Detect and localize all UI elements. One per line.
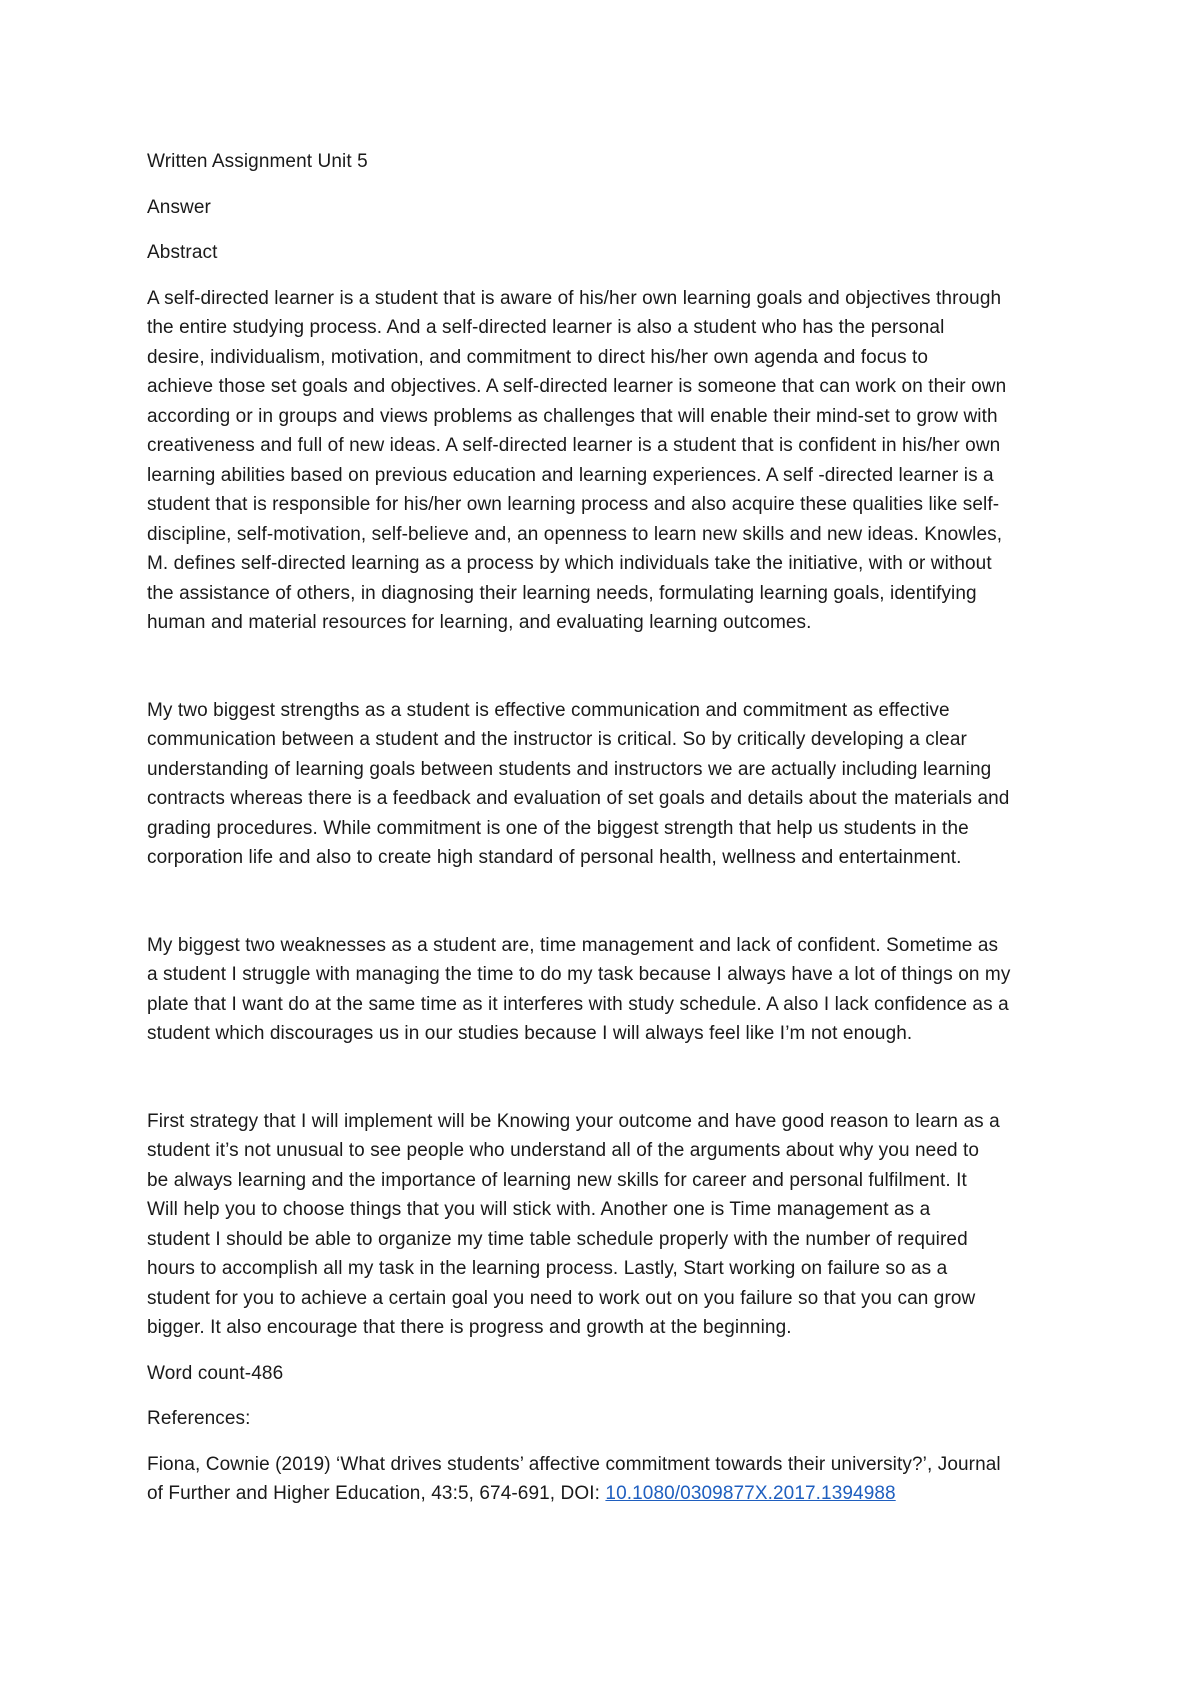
paragraph-line: Will help you to choose things that you will stick with. Another one is Time management as a: [147, 1199, 931, 1220]
paragraph-line: be always learning and the importance of learning new skills for career and personal fulfilment. It: [147, 1169, 967, 1191]
paragraph-line: corporation life and also to create high standard of personal health, wellness and entertainment.: [147, 847, 962, 868]
paragraph-strengths: [147, 696, 1067, 873]
paragraph-line: according or in groups and views problems as challenges that will enable their mind-set to grow with: [147, 405, 998, 427]
paragraph-line: a student I struggle with managing the time to do my task because I always have a lot of things on my: [147, 964, 1011, 985]
paragraph-line: grading procedures. While commitment is one of the biggest strength that help us students in the: [147, 817, 969, 839]
paragraph-line: student I should be able to organize my time table schedule properly with the number of required: [147, 1228, 968, 1250]
paragraph-line: bigger. It also encourage that there is progress and growth at the beginning.: [147, 1317, 792, 1338]
paragraph-self-directed-learner: [147, 284, 1067, 638]
paragraph-line: student which discourages us in our studies because I will always feel like I’m not enough.: [147, 1023, 913, 1044]
paragraph-line: student it’s not unusual to see people who understand all of the arguments about why you need to: [147, 1140, 980, 1161]
reference-line: Fiona, Cownie (2019) ‘What drives students’ affective commitment towards their university?’, Journal: [147, 1453, 1001, 1475]
paragraph-line: human and material resources for learning, and evaluating learning outcomes.: [147, 612, 812, 633]
paragraph-line: creativeness and full of new ideas. A self-directed learner is a student that is confident in his/her own: [147, 435, 1001, 456]
paragraph-line: understanding of learning goals between students and instructors we are actually including learning: [147, 758, 992, 780]
paragraph-line: My two biggest strengths as a student is effective communication and commitment as effective: [147, 699, 950, 721]
word-count: Word count-486: [147, 1362, 284, 1384]
document-title: Written Assignment Unit 5: [147, 151, 368, 172]
paragraph-line: hours to accomplish all my task in the learning process. Lastly, Start working on failure so as a: [147, 1258, 948, 1279]
reference-line-prefix: of Further and Higher Education, 43:5, 674-691, DOI:: [147, 1483, 606, 1504]
paragraph-line: communication between a student and the instructor is critical. So by critically developing a clear: [147, 729, 967, 750]
paragraph-line: First strategy that I will implement will be Knowing your outcome and have good reason to learn as a: [147, 1110, 1000, 1132]
abstract-label: Abstract: [147, 242, 218, 263]
paragraph-line: student for you to achieve a certain goal you need to work out on you failure so that you can grow: [147, 1287, 976, 1309]
paragraph-line: contracts whereas there is a feedback and evaluation of set goals and details about the materials and: [147, 788, 1010, 809]
paragraph-line: the assistance of others, in diagnosing their learning needs, formulating learning goals, identifying: [147, 582, 977, 604]
paragraph-line: M. defines self-directed learning as a process by which individuals take the initiative, with or without: [147, 553, 992, 574]
paragraph-line: plate that I want do at the same time as it interferes with study schedule. A also I lack confidence as a: [147, 993, 1009, 1015]
reference-entry: [147, 1450, 1067, 1509]
paragraph-line: the entire studying process. And a self-directed learner is also a student who has the personal: [147, 317, 945, 338]
paragraph-strategies: [147, 1107, 1067, 1343]
document-page: [147, 147, 1067, 1509]
paragraph-line: achieve those set goals and objectives. A self-directed learner is someone that can work on their own: [147, 376, 1007, 397]
reference-line: [147, 1479, 1067, 1509]
paragraph-line: desire, individualism, motivation, and commitment to direct his/her own agenda and focus to: [147, 346, 929, 368]
paragraph-weaknesses: [147, 931, 1067, 1049]
paragraph-line: learning abilities based on previous education and learning experiences. A self -directed learner is a: [147, 464, 994, 486]
paragraph-line: My biggest two weaknesses as a student are, time management and lack of confident. Sometime as: [147, 934, 999, 956]
paragraph-line: student that is responsible for his/her own learning process and also acquire these qualities like self-: [147, 494, 1000, 515]
doi-link[interactable]: 10.1080/0309877X.2017.1394988: [605, 1483, 896, 1504]
references-heading: References:: [147, 1408, 251, 1429]
paragraph-line: discipline, self-motivation, self-believe and, an openness to learn new skills and new ideas. Knowles,: [147, 523, 1003, 545]
paragraph-line: A self-directed learner is a student that is aware of his/her own learning goals and objectives through: [147, 287, 1002, 309]
answer-label: Answer: [147, 196, 211, 218]
